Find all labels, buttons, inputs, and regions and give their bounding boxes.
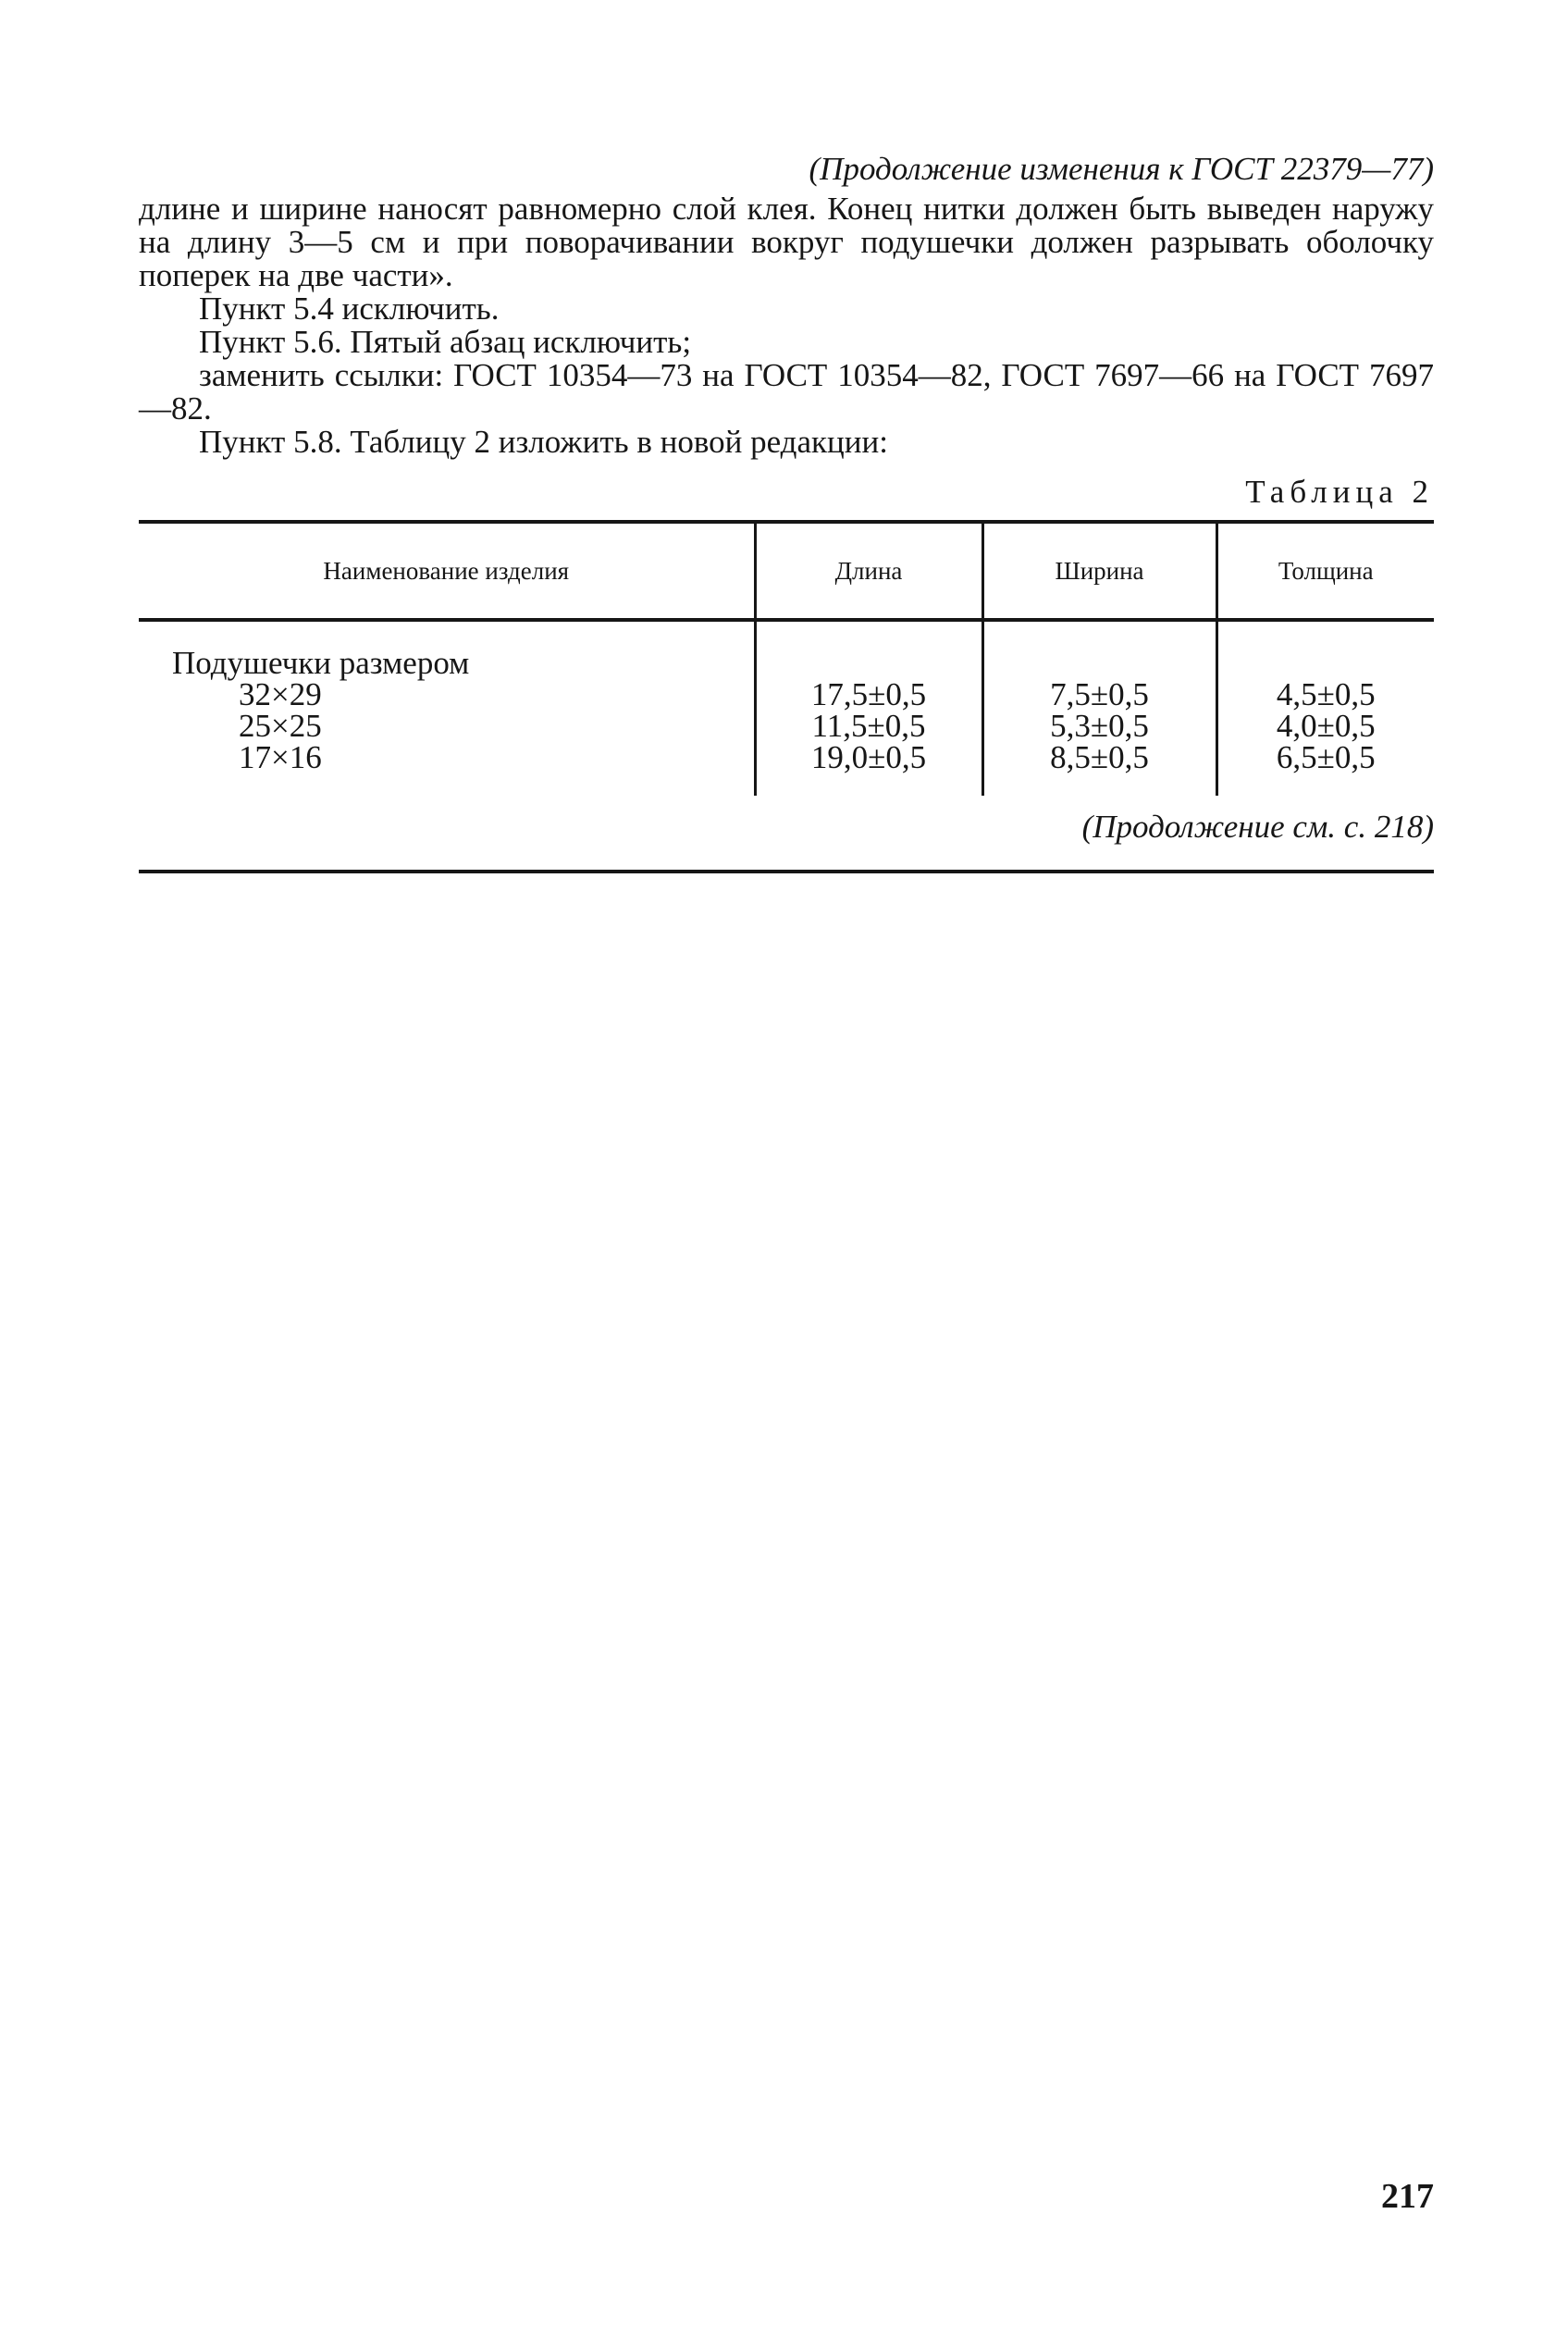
thickness-value: 4,5±0,5 xyxy=(1276,676,1376,712)
cell-width xyxy=(982,620,1216,796)
cell-length xyxy=(755,620,982,796)
bottom-rule xyxy=(139,870,1434,873)
body-text xyxy=(139,192,1434,459)
paragraph-item-5-8: Пункт 5.8. Таблицу 2 изложить в новой редакции: xyxy=(199,424,888,460)
width-value: 7,5±0,5 xyxy=(1050,676,1149,712)
length-value: 19,0±0,5 xyxy=(810,739,927,775)
document-page xyxy=(139,148,1434,873)
header-thickness: Толщина xyxy=(1216,522,1434,620)
length-value: 11,5±0,5 xyxy=(811,708,926,744)
width-value: 5,3±0,5 xyxy=(1050,708,1149,744)
page-number: 217 xyxy=(1381,2177,1434,2216)
table-header-row xyxy=(139,522,1434,620)
size-label: 32×29 xyxy=(239,676,322,712)
paragraph-item-5-4: Пункт 5.4 исключить. xyxy=(199,291,500,327)
table-row xyxy=(139,620,1434,796)
thickness-value: 4,0±0,5 xyxy=(1276,708,1376,744)
cell-thickness xyxy=(1216,620,1434,796)
header-width: Ширина xyxy=(982,522,1216,620)
group-label: Подушечки размером xyxy=(172,645,470,681)
paragraph-continuation: длине и ширине наносят равномерно слой клея. Конец нитки должен быть выведен наружу на длину 3—5 см и при поворачивании вокруг подушечки должен разрывать оболочку поперек на две части». xyxy=(139,191,1434,293)
paragraph-replace-references: заменить ссылки: ГОСТ 10354—73 на ГОСТ 10354—82, ГОСТ 7697—66 на ГОСТ 7697—82. xyxy=(139,357,1434,427)
running-head: (Продолжение изменения к ГОСТ 22379—77) xyxy=(809,151,1434,187)
header-product-name: Наименование изделия xyxy=(139,522,755,620)
size-label: 17×16 xyxy=(239,739,322,775)
header-length: Длина xyxy=(755,522,982,620)
dimensions-table xyxy=(139,520,1434,796)
length-value: 17,5±0,5 xyxy=(810,676,927,712)
table-caption: Таблица 2 xyxy=(1245,474,1434,510)
thickness-value: 6,5±0,5 xyxy=(1276,739,1376,775)
continued-note: (Продолжение см. с. 218) xyxy=(1081,809,1434,845)
size-label: 25×25 xyxy=(239,708,322,744)
width-value: 8,5±0,5 xyxy=(1050,739,1149,775)
cell-product-name xyxy=(139,620,755,796)
paragraph-item-5-6: Пункт 5.6. Пятый абзац исключить; xyxy=(199,324,692,360)
